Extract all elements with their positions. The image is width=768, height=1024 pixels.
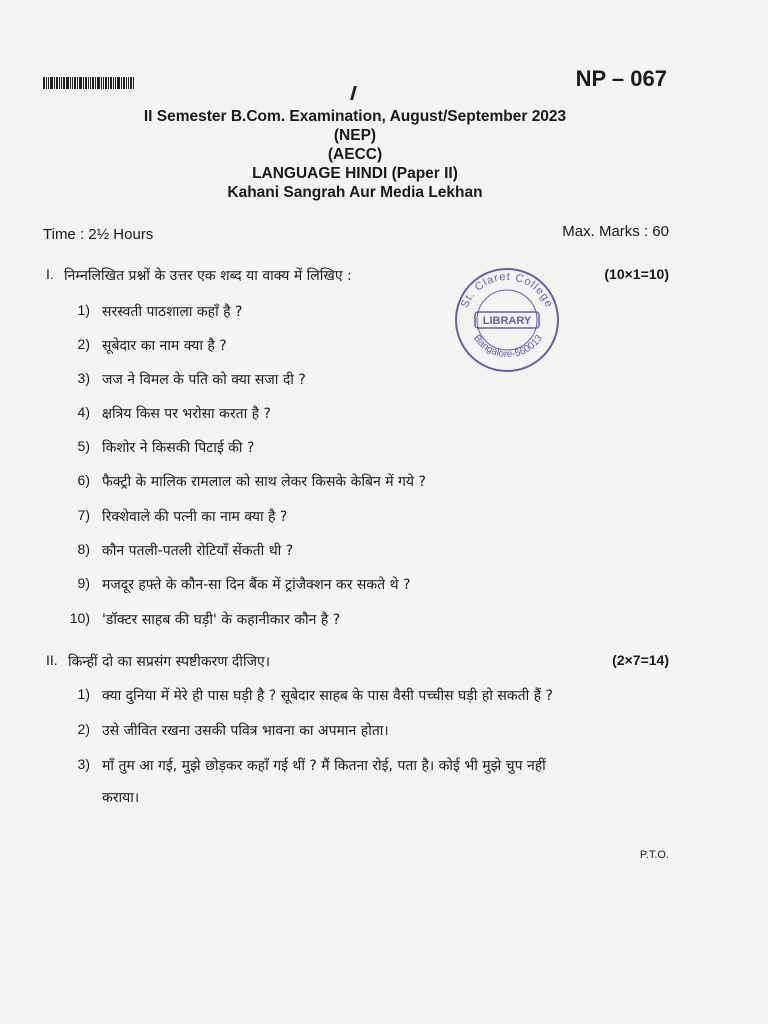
exam-subject: LANGUAGE HINDI (Paper II) <box>252 165 458 182</box>
question-number: 9) <box>77 575 90 591</box>
section-1-number: I. <box>46 266 54 282</box>
question-text: जज ने विमल के पति को क्या सजा दी ? <box>102 372 306 388</box>
question-text: किशोर ने किसकी पिटाई की ? <box>102 440 255 456</box>
barcode-bar <box>83 77 84 89</box>
barcode-bar <box>90 77 91 89</box>
barcode-bar <box>115 77 116 89</box>
pen-mark <box>350 86 357 100</box>
barcode-bar <box>50 77 53 89</box>
barcode-bar <box>130 77 132 89</box>
barcode-bar <box>70 77 71 89</box>
barcode-bar <box>103 77 104 89</box>
exam-paper-name: Kahani Sangrah Aur Media Lekhan <box>227 184 483 201</box>
section-1-marks: (10×1=10) <box>604 266 669 282</box>
barcode-bar <box>121 77 122 89</box>
max-marks: Max. Marks : 60 <box>562 223 669 240</box>
section-1-instruction: निम्नलिखित प्रश्नों के उत्तर एक शब्द या वाक्य में लिखिए : <box>64 268 352 284</box>
question-text: सरस्वती पाठशाला कहाँ है ? <box>102 304 243 320</box>
question-text: कौन पतली-पतली रोटियाँ सेंकती थी ? <box>102 543 294 559</box>
question-number: 3) <box>77 756 90 772</box>
question-number: 1) <box>77 302 90 318</box>
barcode-bar <box>117 77 120 89</box>
question-number: 10) <box>69 610 90 626</box>
barcode-bar <box>48 77 49 89</box>
question-number: 2) <box>77 721 90 737</box>
question-number: 2) <box>77 336 90 352</box>
barcode-bar <box>77 77 78 89</box>
barcode-bar <box>97 77 100 89</box>
question-text: रिक्शेवाले की पत्नी का नाम क्या है ? <box>102 509 288 525</box>
document-code: NP – 067 <box>575 66 667 91</box>
section-2-marks: (2×7=14) <box>612 652 669 668</box>
exam-title: II Semester B.Com. Examination, August/September 2023 <box>143 108 567 125</box>
question-number: 8) <box>77 541 90 557</box>
question-text: सूबेदार का नाम क्या है ? <box>102 338 227 354</box>
barcode-bar <box>85 77 87 89</box>
barcode-bar <box>61 77 62 89</box>
barcode-bar <box>88 77 89 89</box>
barcode-bar <box>56 77 58 89</box>
exam-time: Time : 2½ Hours <box>43 226 154 243</box>
barcode-bar <box>126 77 127 89</box>
question-text: फैक्ट्री के मालिक रामलाल को साथ लेकर किसके केबिन में गये ? <box>102 474 426 490</box>
section-2-number: II. <box>46 652 58 668</box>
barcode-bar <box>59 77 60 89</box>
barcode-bar <box>63 77 65 89</box>
barcode <box>43 77 145 89</box>
exam-scheme: (NEP) <box>333 127 377 144</box>
stamp-seal-icon <box>451 262 563 374</box>
barcode-bar <box>108 77 109 89</box>
question-number: 7) <box>77 507 90 523</box>
question-text: 'डॉक्टर साहब की घड़ी' के कहानीकार कौन है ? <box>102 612 341 628</box>
question-number: 6) <box>77 472 90 488</box>
barcode-bar <box>74 77 76 89</box>
question-text: क्या दुनिया में मेरे ही पास घड़ी है ? सूबेदार साहब के पास वैसी पच्चीस घड़ी हो सकती हैं ? <box>102 688 553 704</box>
barcode-bar <box>101 77 102 89</box>
barcode-bar <box>46 77 47 89</box>
stamp-bottom-text: Bangalore-560013 <box>471 333 545 361</box>
barcode-bar <box>123 77 125 89</box>
barcode-bar <box>66 77 69 89</box>
barcode-bar <box>105 77 107 89</box>
barcode-bar <box>95 77 96 89</box>
question-number: 5) <box>77 438 90 454</box>
svg-text:Bangalore-560013 <box>471 333 545 360</box>
barcode-bar <box>133 77 134 89</box>
question-text: माँ तुम आ गई, मुझे छोड़कर कहाँ गई थीं ? मैं कितना रोई, पता है। कोई भी मुझे चुप नहीं <box>102 758 546 774</box>
section-2-instruction: किन्हीं दो का सप्रसंग स्पष्टीकरण दीजिए। <box>68 654 271 670</box>
question-text-continuation: कराया। <box>102 790 140 806</box>
stamp-center-text: LIBRARY <box>482 315 532 327</box>
exam-header <box>0 107 710 202</box>
barcode-bar <box>110 77 112 89</box>
barcode-bar <box>43 77 45 89</box>
exam-course-type: (AECC) <box>327 146 383 163</box>
question-number: 3) <box>77 370 90 386</box>
question-number: 1) <box>77 686 90 702</box>
question-text: उसे जीवित रखना उसकी पवित्र भावना का अपमान होता। <box>102 723 389 739</box>
barcode-bar <box>72 77 73 89</box>
barcode-bar <box>92 77 94 89</box>
stamp-top-text: St. Claret College <box>458 270 556 310</box>
barcode-bar <box>128 77 129 89</box>
library-stamp <box>451 262 563 374</box>
page-turn-over: P.T.O. <box>639 849 669 861</box>
question-number: 4) <box>77 404 90 420</box>
barcode-bar <box>79 77 82 89</box>
barcode-bar <box>54 77 55 89</box>
question-text: क्षत्रिय किस पर भरोसा करता है ? <box>102 406 271 422</box>
question-text: मजदूर हफ्ते के कौन-सा दिन बैंक में ट्रांजैक्शन कर सकते थे ? <box>102 577 411 593</box>
barcode-bar <box>113 77 114 89</box>
